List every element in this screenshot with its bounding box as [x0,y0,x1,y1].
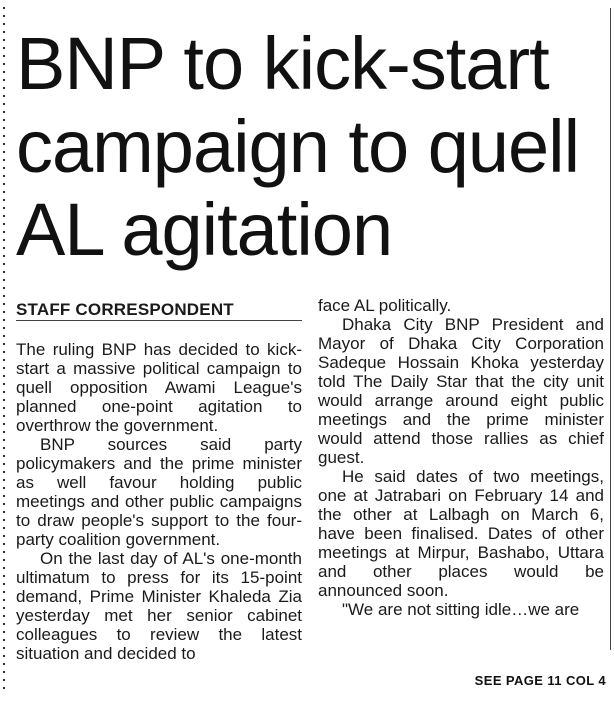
paragraph-6: "We are not sitting idle…we are [342,600,580,619]
paragraph-2: BNP sources said party policymakers and the prime minister as well favour holding public meetings and other public campaigns to draw people's support to the four-party coalition government. [16,435,302,549]
paragraph-1: The ruling BNP has decided to kick-start a massive political campaign to quell opposition Awami League's planned one-point agitation to overthrow the government. [16,340,302,435]
paragraph-5: He said dates of two meetings, one at Jatrabari on February 14 and the other at Lalbagh on March 6, have been finalised. Dates of other meetings at Mirpur, Bashabo, Uttara and other places would be announced soon. [318,467,604,600]
left-column [16,296,302,663]
paragraph-4: Dhaka City BNP President and Mayor of Dhaka City Corporation Sadeque Hossain Khoka yesterday told The Daily Star that the city unit would arrange around eight public meetings and the prime minister would attend those rallies as chief guest. [318,315,604,467]
byline-spacing [16,321,302,340]
paragraph-3-start: On the last day of AL's one-month ultimatum to press for its 15-point demand, Prime Minister Khaleda Zia yesterday met her senior cabinet colleagues to review the latest situation and decided to [16,549,302,663]
dotted-cut-line [2,4,6,692]
article-headline: BNP to kick-start campaign to quell AL agitation [16,22,580,271]
continuation-jump: SEE PAGE 11 COL 4 [474,673,606,688]
paragraph-3-end: face AL politically. [318,296,452,315]
byline: STAFF CORRESPONDENT [16,296,302,321]
right-column [318,296,604,619]
column-rule [610,8,611,650]
